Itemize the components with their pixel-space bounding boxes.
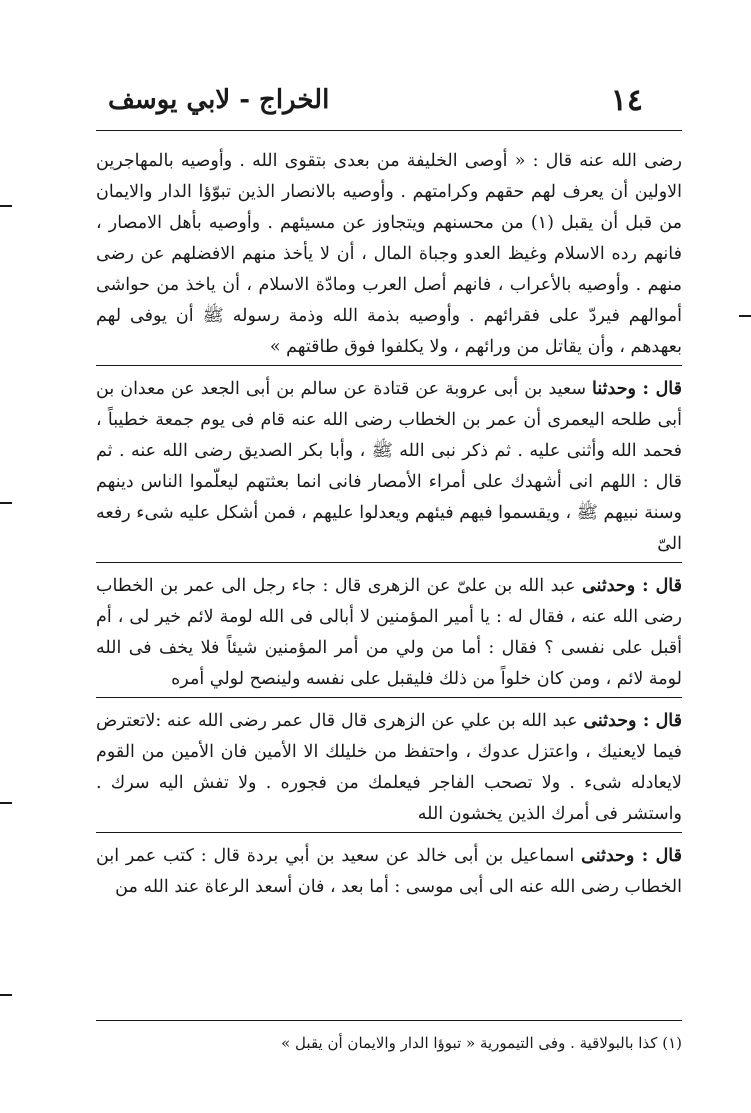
- paragraph-5-text: اسماعيل بن أبى خالد عن سعيد بن أبي بردة قال : كتب عمر ابن الخطاب رضى الله عنه الى أبى موسى : أما بعد ، فان أسعد الرعاة عند الله من: [96, 846, 682, 897]
- paragraph-1: [96, 146, 682, 363]
- paragraph-5-lead: قال : وحدثنى: [581, 846, 683, 866]
- margin-tick: [0, 205, 12, 207]
- running-title: الخراج - لابي يوسف: [108, 85, 330, 115]
- paragraph-4-lead: قال : وحدثنى: [583, 711, 682, 731]
- footnote: (١) كذا بالبولاقية . وفى التيمورية « تبوؤا الدار والايمان أن يقبل »: [281, 1034, 682, 1052]
- paragraph-2: [96, 374, 682, 560]
- paragraph-5: [96, 841, 682, 903]
- paragraph-3-text: عبد الله بن علىّ عن الزهرى قال : جاء رجل الى عمر بن الخطاب رضى الله عنه ، فقال له : يا أمير المؤمنين لا أبالى فى الله لومة لائم خير لى ، أم أقبل على نفسى ؟ فقال : أما من ولي من أمر المؤمنين شيئاً فلا يخف فى الله لومة لائم ، ومن كان خلواً من ذلك فليقبل على نفسه ولينصح لولي أمره: [96, 576, 682, 689]
- paragraph-1-text: رضى الله عنه قال : « أوصى الخليفة من بعدى بتقوى الله . وأوصيه بالمهاجرين الاولين أن يعرف لهم حقهم وكرامتهم . وأوصيه بالانصار الذين تبوّؤا الدار والايمان من قبل أن يقبل (١) من محسنهم ويتجاوز عن مسيئهم . وأوصيه بأهل الامصار ، فانهم رده الاسلام وغيظ العدو وجباة المال ، أن لا يأخذ منهم الافضلهم عن رضى منهم . وأوصيه بالأعراب ، فانهم أصل العرب ومادّة الاسلام ، أن ياخذ من حواشى أموالهم فيردّ على فقرائهم . وأوصيه بذمة الله وذمة رسوله ﷺ أن يوفى لهم بعهدهم ، وأن يقاتل من ورائهم ، ولا يكلفوا فوق طاقتهم »: [96, 151, 682, 357]
- main-text: [96, 146, 682, 903]
- page-header: [108, 78, 643, 122]
- paragraph-4-text: عبد الله بن علي عن الزهرى قال قال عمر رضى الله عنه :لاتعترض فيما لايعنيك ، واعتزل عدوك ، واحتفظ من خليلك الا الأمين فان الأمين من القوم لايعادله شىء . ولا تصحب الفاجر فيعلمك من فجوره . ولا تفش اليه سرك . واستشر فى أمرك الذين يخشون الله: [96, 711, 682, 824]
- paragraph-divider: [96, 562, 682, 563]
- paragraph-divider: [96, 697, 682, 698]
- paragraph-4: [96, 706, 682, 830]
- paragraph-2-lead: قال : وحدثنا: [592, 379, 682, 399]
- paragraph-divider: [96, 832, 682, 833]
- paragraph-3-lead: قال : وحدثنى: [581, 576, 682, 596]
- margin-tick: [0, 502, 12, 504]
- header-divider: [96, 130, 682, 131]
- paragraph-2-text: سعيد بن أبى عروبة عن قتادة عن سالم بن أبى الجعد عن معدان بن أبى طلحه اليعمرى أن عمر بن الخطاب رضى الله عنه قام فى يوم جمعة خطيباً ، فحمد الله وأثنى عليه . ثم ذكر نبى الله ﷺ ، وأبا بكر الصديق رضى الله عنه . ثم قال : اللهم انى أشهدك على أمراء الأمصار فانى انما بعثتهم ليعلّموا الناس دينهم وسنة نبيهم ﷺ ، ويقسموا فيهم فيئهم ويعدلوا عليهم ، فمن أشكل عليه شىء رفعه الىّ: [96, 379, 682, 554]
- margin-tick: [0, 802, 12, 804]
- margin-tick: [0, 994, 12, 996]
- margin-tick: [739, 315, 751, 317]
- footnote-divider: [96, 1020, 682, 1021]
- paragraph-divider: [96, 365, 682, 366]
- page-number: ١٤: [610, 82, 643, 118]
- paragraph-3: [96, 571, 682, 695]
